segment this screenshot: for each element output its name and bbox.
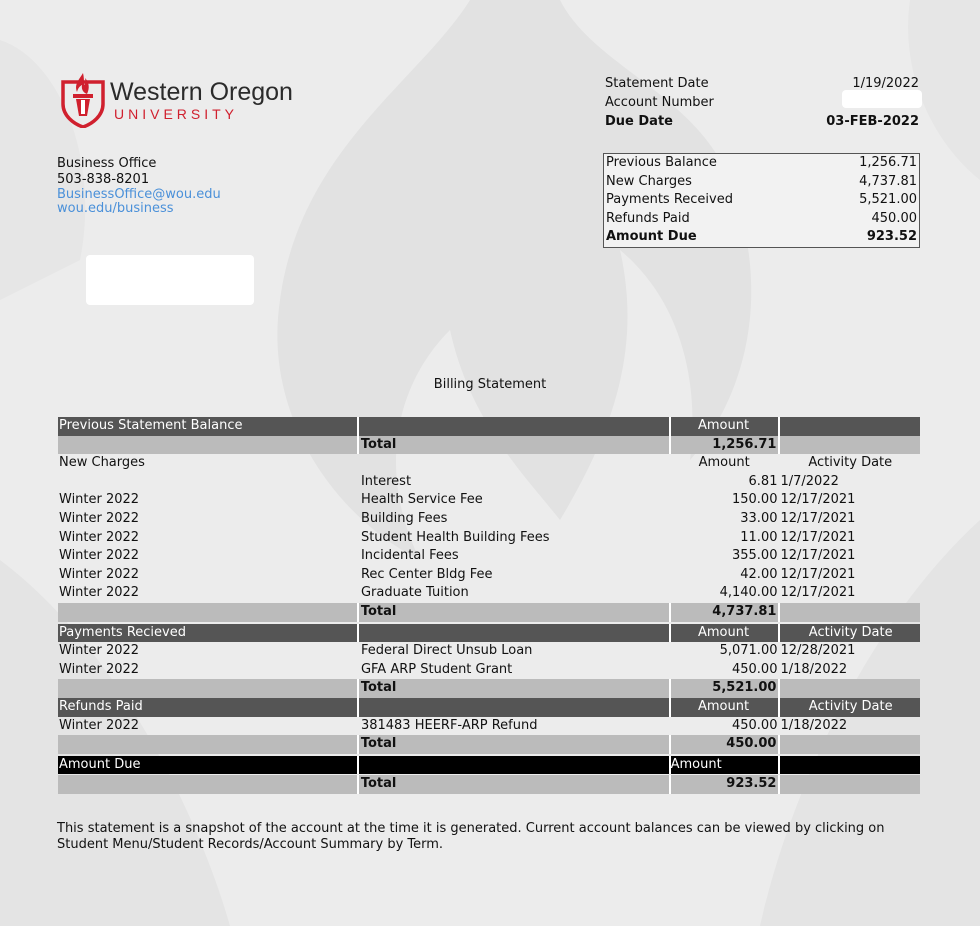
amount-header: Amount: [669, 756, 779, 775]
date-cell: 12/17/2021: [780, 585, 856, 601]
summary-payments: [604, 191, 919, 210]
section-header-previous: [58, 417, 920, 436]
amount-cell: 450.00: [731, 717, 778, 733]
section-header-refunds: [58, 698, 920, 717]
account-number-row: [605, 93, 919, 112]
total-label: Total: [357, 603, 669, 622]
total-value: 5,521.00: [669, 679, 779, 698]
date-cell: 1/18/2022: [780, 717, 848, 733]
total-row-amount-due: [58, 775, 920, 794]
description-cell: Incidental Fees: [360, 548, 459, 564]
section-header-charges: [58, 454, 920, 473]
statement-date-label: Statement Date: [605, 76, 709, 91]
table-row: [58, 491, 920, 510]
summary-value: 450.00: [871, 210, 917, 226]
date-header: Activity Date: [778, 624, 920, 643]
account-number-label: Account Number: [605, 95, 714, 110]
term-cell: Winter 2022: [59, 717, 140, 733]
table-row: [58, 529, 920, 548]
table-row: [58, 473, 920, 492]
description-cell: Building Fees: [360, 510, 448, 526]
summary-label: Payments Received: [606, 192, 733, 208]
description-cell: Student Health Building Fees: [360, 529, 550, 545]
redacted-address: [86, 255, 254, 305]
total-row-refunds: [58, 735, 920, 754]
torch-shield-icon: [60, 72, 106, 128]
charges-rows: [58, 473, 920, 603]
date-cell: 12/17/2021: [780, 566, 856, 582]
university-name: Western Oregon: [110, 78, 293, 106]
summary-value: 4,737.81: [859, 173, 917, 189]
account-summary-box: [603, 153, 920, 248]
term-cell: Winter 2022: [59, 661, 140, 677]
description-cell: Health Service Fee: [360, 492, 483, 508]
date-cell: 12/17/2021: [780, 492, 856, 508]
amount-cell: 11.00: [740, 529, 778, 545]
office-name: Business Office: [57, 156, 157, 171]
statement-info: [605, 74, 919, 131]
summary-value: 5,521.00: [859, 192, 917, 208]
summary-label: Refunds Paid: [606, 210, 690, 226]
amount-header: Amount: [698, 455, 750, 471]
total-value: 1,256.71: [669, 436, 779, 455]
total-value: 923.52: [669, 775, 779, 794]
amount-cell: 150.00: [731, 492, 778, 508]
table-row: [58, 661, 920, 680]
amount-cell: 5,071.00: [719, 643, 778, 659]
term-cell: Winter 2022: [59, 492, 140, 508]
summary-previous-balance: [604, 154, 919, 173]
summary-new-charges: [604, 173, 919, 192]
amount-header: Amount: [669, 417, 779, 436]
date-header: Activity Date: [778, 698, 920, 717]
total-label: Total: [357, 436, 669, 455]
term-cell: Winter 2022: [59, 585, 140, 601]
amount-cell: 4,140.00: [719, 585, 778, 601]
table-row: [58, 547, 920, 566]
business-office-contact: [57, 156, 221, 216]
summary-amount-due: [604, 228, 919, 247]
total-row-previous: [58, 436, 920, 455]
date-cell: 12/17/2021: [780, 529, 856, 545]
total-row-payments: [58, 679, 920, 698]
billing-table: [58, 417, 920, 794]
office-email-link[interactable]: BusinessOffice@wou.edu: [57, 187, 221, 202]
summary-label: Previous Balance: [606, 155, 717, 170]
description-cell: GFA ARP Student Grant: [360, 661, 513, 677]
statement-date-row: [605, 74, 919, 93]
term-cell: Winter 2022: [59, 529, 140, 545]
total-value: 4,737.81: [669, 603, 779, 622]
term-cell: Winter 2022: [59, 566, 140, 582]
section-header-payments: [58, 624, 920, 643]
amount-header: Amount: [669, 698, 779, 717]
date-cell: 1/18/2022: [780, 661, 848, 677]
date-cell: 12/17/2021: [780, 548, 856, 564]
billing-statement-title: Billing Statement: [433, 377, 547, 392]
amount-cell: 355.00: [731, 548, 778, 564]
date-cell: 1/7/2022: [780, 473, 839, 489]
summary-label: Amount Due: [606, 229, 697, 245]
date-cell: 12/28/2021: [780, 643, 856, 659]
amount-cell: 33.00: [740, 510, 778, 526]
description-cell: Federal Direct Unsub Loan: [360, 643, 533, 659]
section-title: Refunds Paid: [59, 698, 143, 714]
office-phone: 503-838-8201: [57, 172, 150, 187]
amount-header: Amount: [669, 624, 779, 643]
term-cell: [58, 473, 359, 492]
term-cell: Winter 2022: [59, 510, 140, 526]
total-label: Total: [357, 735, 669, 754]
summary-value: 1,256.71: [859, 155, 917, 170]
amount-cell: 450.00: [731, 661, 778, 677]
table-row: [58, 566, 920, 585]
table-row: [58, 642, 920, 661]
total-label: Total: [357, 679, 669, 698]
statement-footer-note: This statement is a snapshot of the account at the time it is generated. Current account balances can be viewed by clicking on Student Menu/Student Records/Account Summary by Term.: [57, 821, 885, 852]
due-date-row: [605, 112, 919, 131]
amount-cell: 42.00: [740, 566, 778, 582]
summary-refunds: [604, 210, 919, 229]
amount-cell: 6.81: [748, 473, 778, 489]
summary-value: 923.52: [866, 229, 917, 245]
office-website-link[interactable]: wou.edu/business: [57, 201, 174, 216]
table-row: [58, 717, 920, 736]
term-cell: Winter 2022: [59, 548, 140, 564]
section-title: Payments Recieved: [59, 624, 186, 640]
date-header: Activity Date: [808, 455, 893, 471]
summary-label: New Charges: [606, 173, 692, 189]
description-cell: Graduate Tuition: [360, 585, 469, 601]
university-subtitle: UNIVERSITY: [114, 106, 239, 122]
total-label: Total: [357, 775, 669, 794]
date-cell: 12/17/2021: [780, 510, 856, 526]
term-cell: Winter 2022: [59, 643, 140, 659]
section-title: Amount Due: [59, 756, 141, 772]
total-row-charges: [58, 603, 920, 622]
section-title: Previous Statement Balance: [59, 418, 243, 433]
section-header-amount-due: [58, 756, 920, 775]
table-row: [58, 584, 920, 603]
university-logo: [60, 72, 300, 130]
statement-date-value: 1/19/2022: [852, 76, 919, 91]
total-value: 450.00: [669, 735, 779, 754]
due-date-value: 03-FEB-2022: [826, 114, 919, 129]
description-cell: Rec Center Bldg Fee: [360, 566, 493, 582]
table-row: [58, 510, 920, 529]
due-date-label: Due Date: [605, 114, 673, 129]
description-cell: Interest: [360, 473, 412, 489]
section-title: New Charges: [59, 455, 145, 471]
description-cell: 381483 HEERF-ARP Refund: [360, 717, 538, 733]
